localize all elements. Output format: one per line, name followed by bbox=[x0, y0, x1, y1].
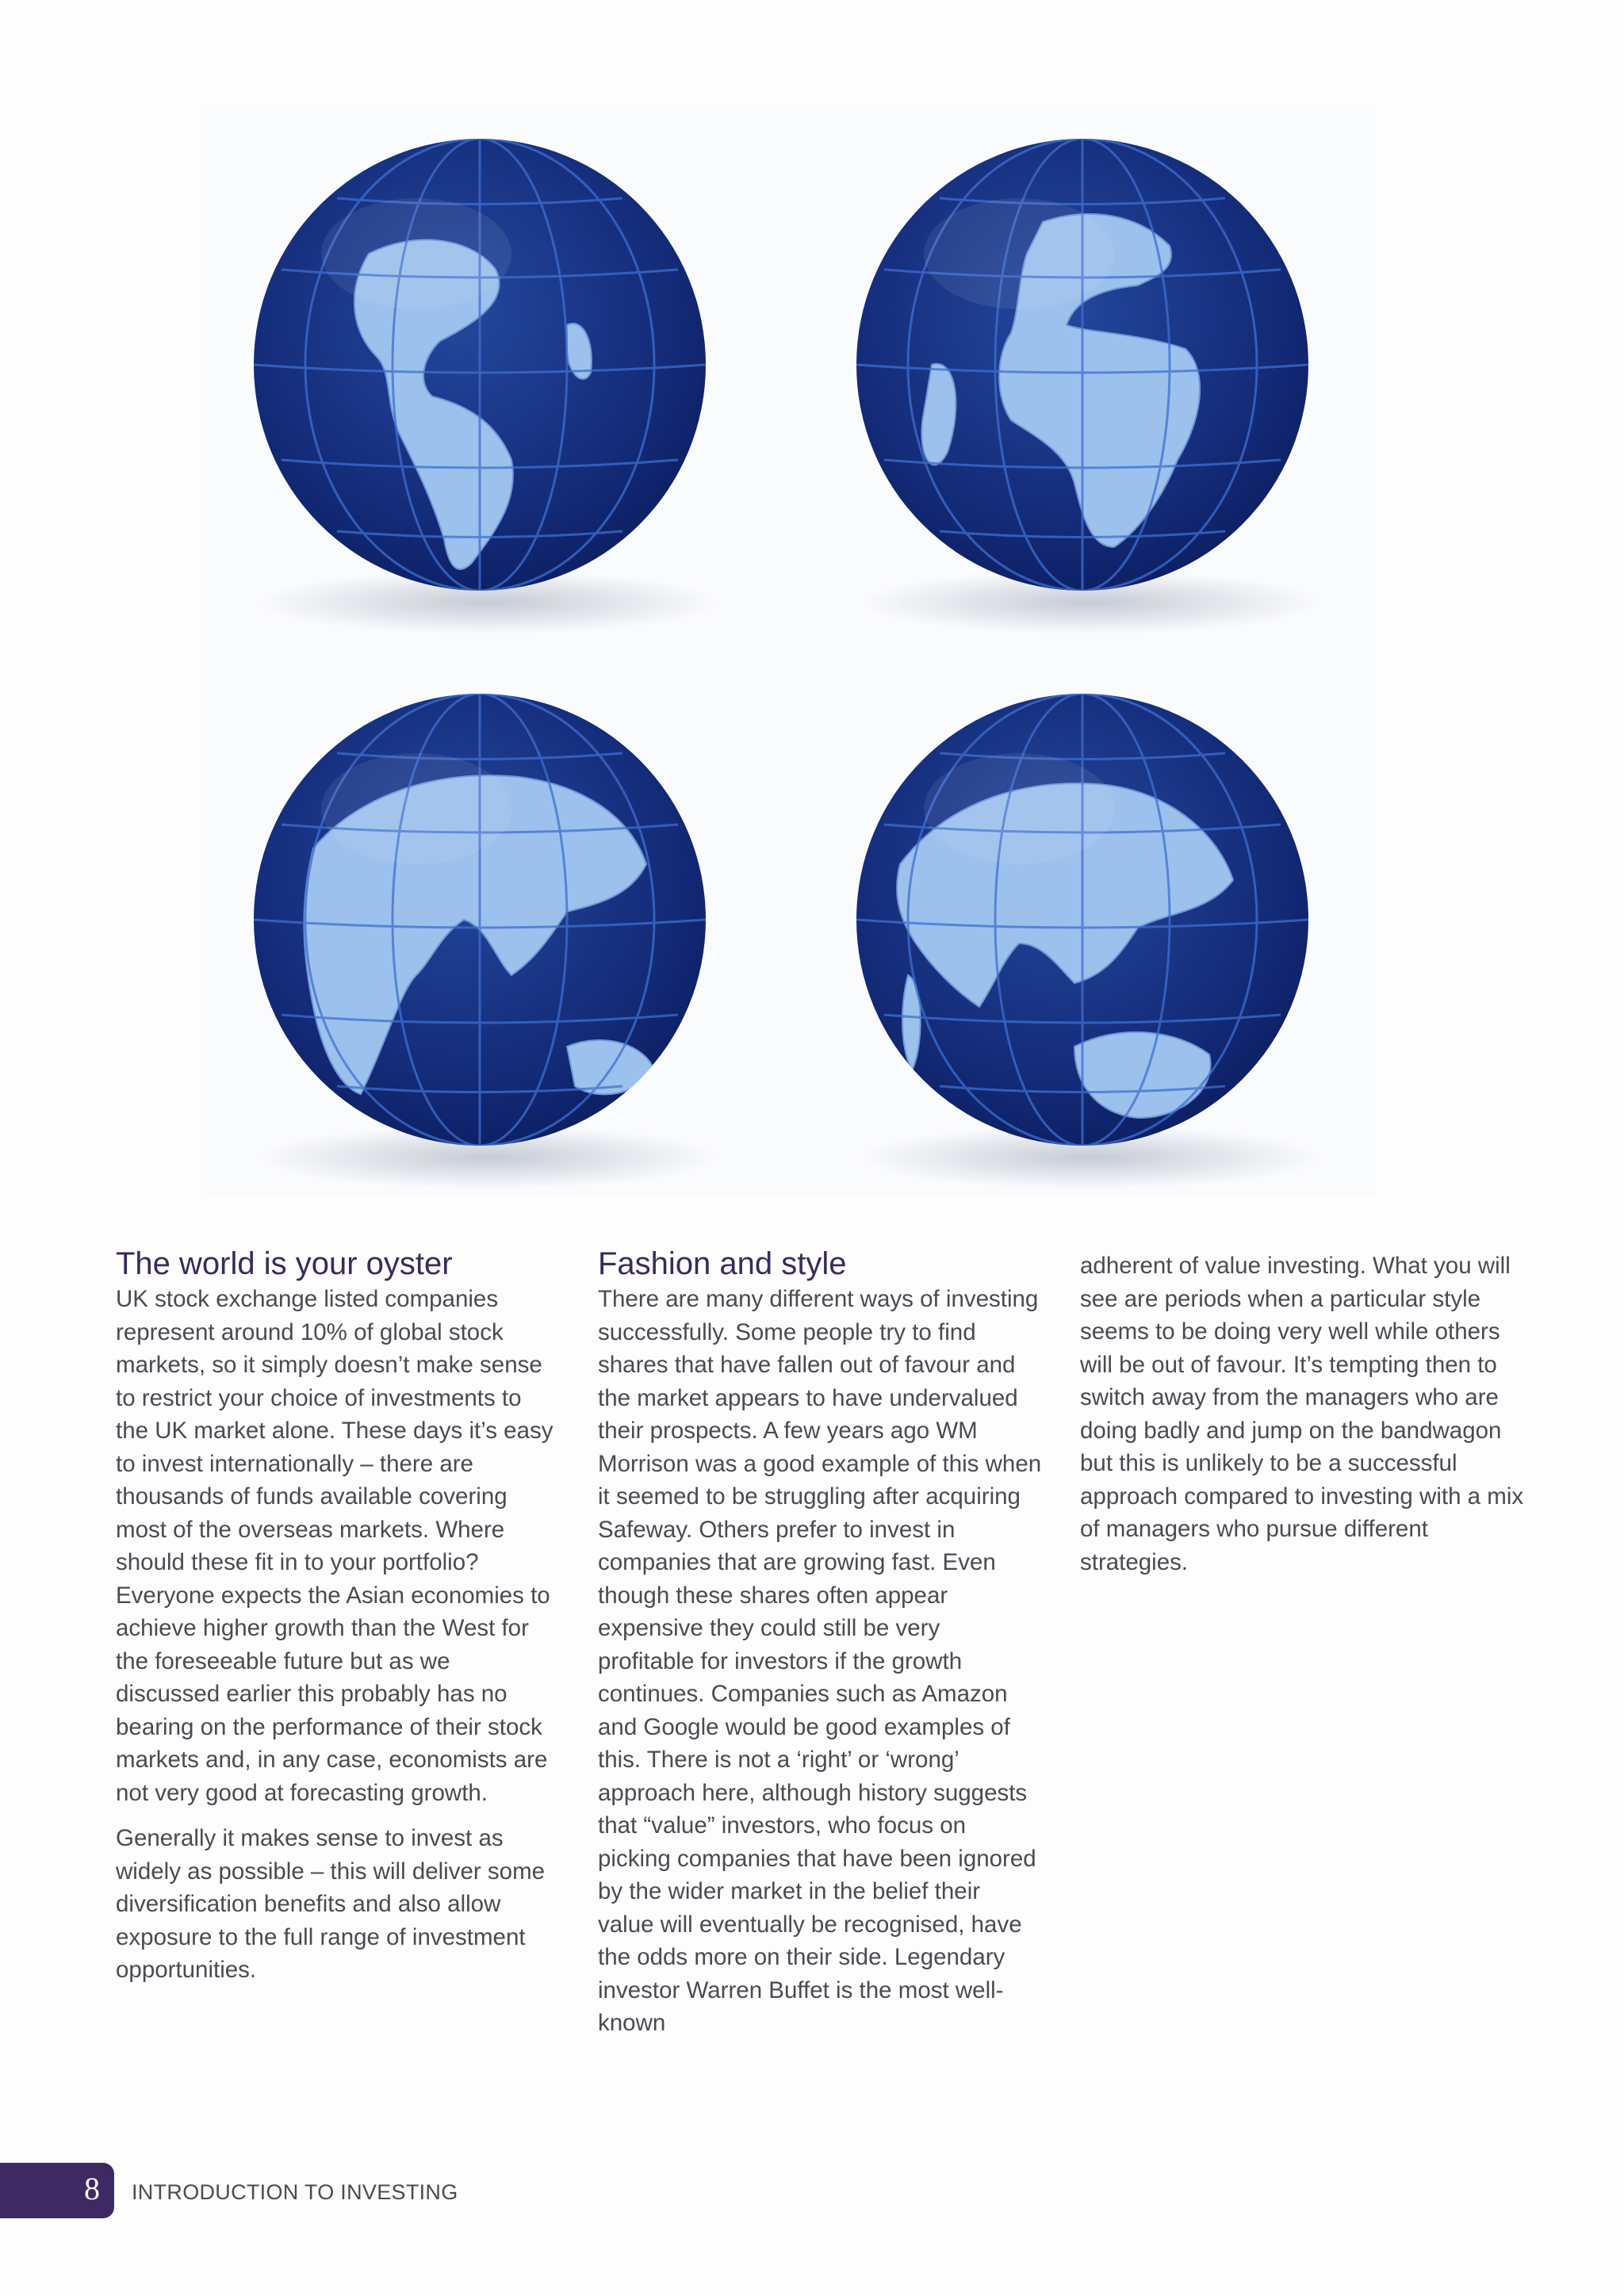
article-column-2 bbox=[598, 1245, 1042, 2040]
footer-title: INTRODUCTION TO INVESTING bbox=[132, 2180, 458, 2204]
globe-asia-australia-icon bbox=[837, 674, 1344, 1197]
globe-asia-indian-ocean-icon bbox=[234, 674, 741, 1197]
body-paragraph: adherent of value investing. What you will see are periods when a particular style seems to be doing very well while others will be out of favour. It’s tempting then to switch away from the managers who are doing badly and jump on the bandwagon but this is unlikely to be a successful approach compared to investing with a mix of managers who pursue different strategies. bbox=[1080, 1253, 1524, 1575]
page-number: 8 bbox=[84, 2171, 100, 2206]
section-heading-fashion: Fashion and style bbox=[598, 1246, 847, 1281]
globe-africa-europe-icon bbox=[837, 119, 1344, 642]
africa-europe-icon bbox=[837, 119, 1344, 642]
asia-australia-icon bbox=[837, 674, 1344, 1197]
globe-americas-icon bbox=[234, 119, 741, 642]
article-column-3 bbox=[1080, 1249, 1524, 1578]
page-number-tab bbox=[0, 2163, 114, 2218]
americas-icon bbox=[234, 119, 741, 642]
body-paragraph: There are many different ways of investing successfully. Some people try to find shares that have fallen out of favour and the market appears to have undervalued their prospects. A few years ago WM Morrison was a good example of this when it seemed to be struggling after acquiring Safeway. Others prefer to invest in companies that are growing fast. Even though these shares often appear expensive they could still be very profitable for investors if the growth continues. Companies such as Amazon and Google would be good examples of this. There is not a ‘right’ or ‘wrong’ approach here, although history suggests that “value” investors, who focus on picking companies that have been ignored by the wider market in the belief their value will eventually be recognised, have the odds more on their side. Legendary investor Warren Buffet is the most well-known bbox=[598, 1286, 1042, 2036]
globes-illustration bbox=[202, 103, 1376, 1197]
body-paragraph: Generally it makes sense to invest as widely as possible – this will deliver some diversification benefits and also allow exposure to the full range of investment opportunities. bbox=[116, 1825, 546, 1983]
section-heading-world: The world is your oyster bbox=[116, 1246, 453, 1281]
body-paragraph: UK stock exchange listed companies represent around 10% of global stock markets, so it simply doesn’t make sense to restrict your choice of investments to the UK market alone. These days it’s easy to invest internationally – there are thousands of funds available covering most of the overseas markets. Where should these fit in to your portfolio? Everyone expects the Asian economies to achieve higher growth than the West for the foreseeable future but as we discussed earlier this probably has no bearing on the performance of their stock markets and, in any case, economists are not very good at forecasting growth. bbox=[116, 1286, 553, 1806]
article-column-1 bbox=[116, 1245, 560, 1987]
asia-indian-ocean-icon bbox=[234, 674, 741, 1197]
